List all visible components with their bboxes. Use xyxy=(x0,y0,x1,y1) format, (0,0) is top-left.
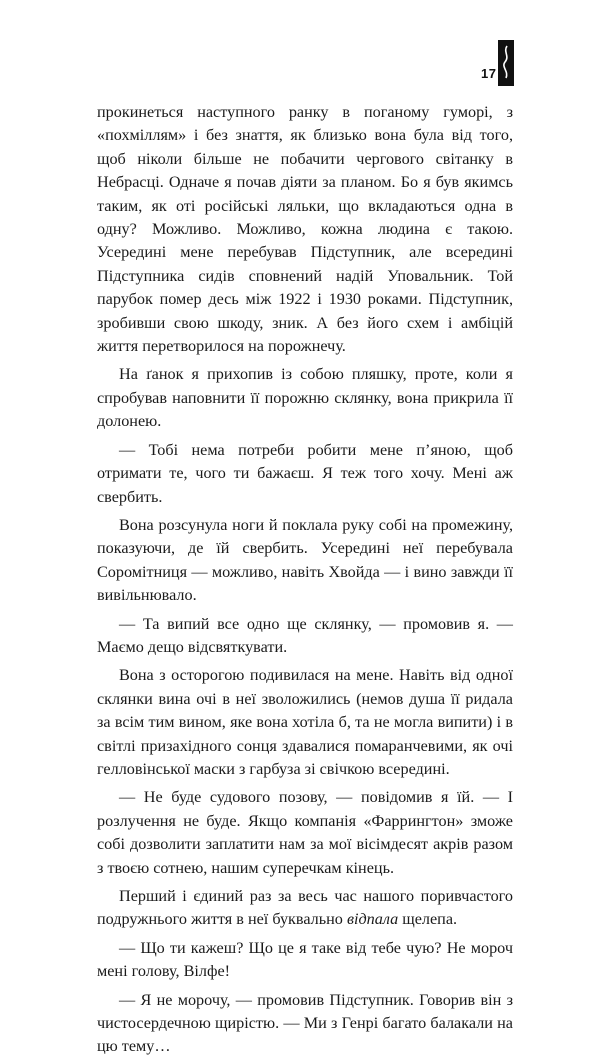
corner-emblem-icon xyxy=(498,40,514,86)
paragraph: Вона з осторогою подивилася на мене. Навіть від одної склянки вина очі в неї зволожились (немов душа її ридала за всім тим вином, яке вона хотіла б, та не могла випити) і в світлі призахідного сонця здавалися помаранчевими, як очі гелловінської маски з гарбуза зі свічкою всередині. xyxy=(97,666,513,778)
paragraph: На ґанок я прихопив із собою пляшку, проте, коли я спробував наповнити її порожню склянку, вона прикрила її долонею. xyxy=(97,365,513,431)
paragraph xyxy=(97,885,513,932)
text-span: щелепа. xyxy=(398,910,458,929)
dialogue-paragraph: — Тобі нема потреби робити мене п’яною, щоб отримати те, чого ти бажаєш. Я теж того хочу. Мені аж свербить. xyxy=(97,440,513,506)
emphasis-text: відпала xyxy=(346,910,399,929)
text-span: Перший і єдиний раз за весь час нашого поривчастого подружнього життя в неї буквально xyxy=(97,887,513,929)
dialogue-paragraph: — Та випий все одно ще склянку, — промовив я. — Маємо дещо відсвяткувати. xyxy=(97,614,513,656)
dialogue-paragraph: — Що ти кажеш? Що це я таке від тебе чую? Не мороч мені голову, Вілфе! xyxy=(97,938,513,981)
paragraph: прокинеться наступного ранку в поганому гуморі, з «похміллям» і без знаття, як близько вона була від того, щоб ніколи більше не побачити чергового світанку в Небрасці. Одначе я почав діяти за планом. Бо я був якимсь таким, як оті російські ляльки, що вкладаються одна в одну? Можливо. Можливо, кожна людина є такою. Усередині мене перебував Підступник, але всередині Підступника сидів сповнений надій Уповальник. Той парубок помер десь між 1922 і 1930 роками. Підступник, зробивши свою шкоду, зник. А без його схем і амбіцій життя перетворилося на порожнечу. xyxy=(97,103,513,356)
corner-tab xyxy=(498,40,514,86)
body-text xyxy=(97,101,513,1064)
dialogue-paragraph: — Я не морочу, — промовив Підступник. Говорив він з чистосердечною щирістю. — Ми з Генрі багато балакали на цю тему… xyxy=(97,990,513,1056)
dialogue-paragraph: — Не буде судового позову, — повідомив я їй. — І розлучення не буде. Якщо компанія «Фаррингтон» зможе собі дозволити заплатити нам за мої вісімдесят акрів разом з твоєю сотнею, нашим суперечкам кінець. xyxy=(97,788,513,877)
page-number: 17 xyxy=(481,66,497,81)
paragraph: Вона розсунула ноги й поклала руку собі на промежину, показуючи, де їй свербить. Усередині неї перебувала Соромітниця — можливо, навіть Хвойда — і вино завжди її вивільнювало. xyxy=(97,515,513,605)
